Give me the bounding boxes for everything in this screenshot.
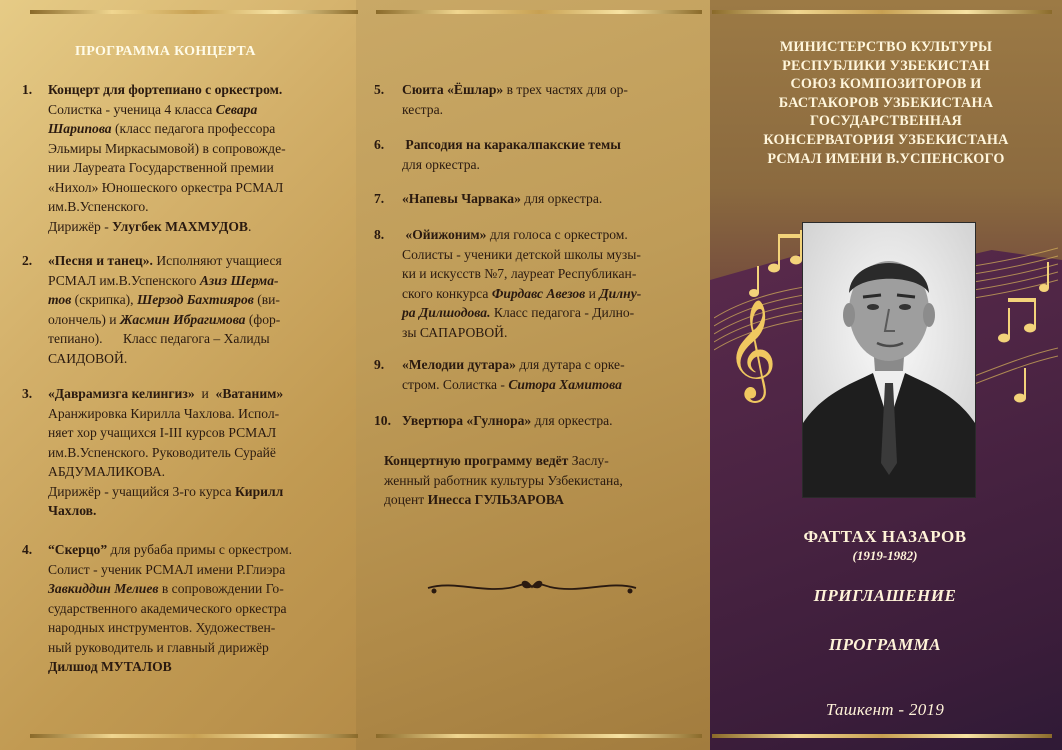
text-run: доцент	[384, 492, 428, 507]
composer-years: (1919-1982)	[852, 548, 918, 563]
text-run: Улугбек МАХМУДОВ	[112, 218, 248, 234]
text-run: Азиз Шерма-	[199, 272, 279, 288]
text-line	[48, 540, 338, 560]
text-line	[402, 189, 688, 209]
text-line	[384, 451, 688, 471]
top-gold-bar-left	[30, 10, 358, 14]
text-line	[48, 100, 338, 120]
text-line	[48, 657, 338, 677]
program-item-10	[402, 411, 688, 431]
text-line	[402, 155, 688, 175]
text-run: им.В.Успенского.	[48, 199, 149, 214]
text-line	[48, 462, 338, 482]
item-number: 9.	[374, 357, 385, 372]
bottom-gold-bar-left	[30, 734, 358, 738]
text-run: «Даврамизга келингиз»	[48, 386, 195, 401]
text-run: «Ойижоним»	[402, 227, 487, 242]
text-run: стром. Солистка -	[402, 376, 509, 392]
bottom-gold-bar-middle	[376, 734, 702, 738]
text-run: ского конкурса	[402, 285, 492, 301]
text-run: Фирдавс Авезов	[491, 285, 586, 301]
text-run: женный работник культуры Узбекистана,	[384, 472, 623, 488]
program-item-5	[402, 80, 688, 119]
text-line	[48, 178, 338, 198]
text-run: зы САПАРОВОЙ.	[402, 324, 508, 340]
text-run: Шерзод Бахтияров	[136, 292, 254, 307]
text-line	[402, 303, 688, 323]
city-year: Ташкент - 2019	[825, 700, 945, 719]
text-run: (класс педагога профессора	[111, 121, 276, 136]
ministry-line: КОНСЕРВАТОРИЯ УЗБЕКИСТАНА	[763, 131, 1009, 148]
program-item-7	[402, 189, 688, 209]
text-line	[402, 100, 688, 120]
program-item-9	[402, 355, 688, 394]
text-run: Инесса ГУЛЬЗАРОВА	[427, 492, 564, 507]
text-run: «Напевы Чарвака»	[402, 191, 521, 206]
program-item-3	[48, 384, 338, 521]
text-run: Севара	[215, 101, 258, 117]
text-line	[48, 290, 338, 310]
text-run: народных инструментов. Художествен-	[48, 620, 276, 635]
text-run: для оркестра.	[531, 413, 613, 428]
text-run: Дирижёр -	[48, 218, 113, 234]
text-line	[384, 471, 688, 491]
text-run: для дутара с орке-	[515, 357, 625, 372]
ministry-line: РЕСПУБЛИКИ УЗБЕКИСТАН	[782, 57, 990, 74]
text-run: Дирижёр - учащийся 3-го курса	[48, 483, 235, 499]
program-title: ПРОГРАММА КОНЦЕРТА	[75, 44, 256, 59]
text-line	[48, 423, 338, 443]
text-run: Кирилл	[234, 483, 284, 499]
text-run: (скрипка),	[71, 292, 137, 307]
text-run: ный руководитель и главный дирижёр	[48, 639, 269, 655]
text-run: ки и искусств №7, лауреат Республикан-	[402, 266, 637, 281]
program-item-6	[402, 135, 688, 174]
text-run: Солист - ученик РСМАЛ имени Р.Глиэра	[48, 561, 286, 577]
text-run: АБДУМАЛИКОВА.	[48, 464, 166, 479]
ministry-line: СОЮЗ КОМПОЗИТОРОВ И	[790, 76, 982, 93]
text-line	[48, 217, 338, 237]
text-run: Аранжировка Кирилла Чахлова. Испол-	[48, 405, 280, 421]
ministry-header	[727, 38, 1045, 168]
text-line	[48, 618, 338, 638]
program-item-2	[48, 251, 338, 368]
text-line	[48, 443, 338, 463]
text-run: «Ватаним»	[215, 386, 284, 401]
text-run: для рубаба примы с оркестром.	[107, 542, 293, 557]
text-run: для оркестра.	[520, 191, 603, 206]
text-run: “Скерцо”	[48, 542, 108, 557]
bottom-gold-bar-right	[712, 734, 1052, 738]
text-run: для голоса с оркестром.	[486, 227, 628, 242]
text-run: «Мелодии дутара»	[402, 357, 516, 372]
text-line	[48, 404, 338, 424]
text-line	[48, 482, 338, 502]
item-number: 7.	[374, 191, 385, 206]
text-line	[48, 197, 338, 217]
item-number: 2.	[22, 253, 33, 268]
text-line	[402, 245, 688, 265]
host-info	[384, 451, 688, 510]
svg-text:𝄞: 𝄞	[726, 299, 777, 399]
text-run: Класс педагога - Дилно-	[490, 305, 635, 320]
text-run: и	[585, 285, 600, 301]
text-line	[48, 310, 338, 330]
composer-portrait-photo	[802, 222, 976, 498]
top-gold-bar-middle	[376, 10, 702, 14]
text-line	[48, 119, 338, 139]
invitation-title: ПРИГЛАШЕНИЕ	[813, 586, 957, 605]
text-run: «Песня и танец».	[48, 253, 153, 268]
ornament-flourish-icon	[424, 572, 640, 602]
text-run: Исполняют учащиеся	[152, 253, 282, 268]
text-line	[48, 349, 338, 369]
text-run: САИДОВОЙ.	[48, 350, 128, 366]
text-line	[402, 411, 688, 431]
text-run: Ситора Хамитова	[508, 376, 622, 392]
text-line	[48, 579, 338, 599]
text-run: Увертюра «Гулнора»	[402, 413, 532, 428]
ministry-line: МИНИСТЕРСТВО КУЛЬТУРЫ	[779, 39, 993, 55]
text-run: няет хор учащихся I-III курсов РСМАЛ	[48, 425, 277, 440]
text-run: Завкиддин Мелиев	[48, 581, 159, 596]
text-run: им.В.Успенского. Руководитель Сурайё	[48, 444, 276, 460]
text-line	[48, 80, 338, 100]
text-run: нии Лауреата Государственной премии	[48, 160, 274, 175]
text-run: олончель) и	[48, 311, 120, 327]
text-run: и	[194, 386, 216, 401]
text-run: Солистка - ученица 4 класса	[48, 101, 216, 117]
text-run: (фор-	[245, 311, 281, 327]
program-item-4	[48, 540, 338, 677]
text-line	[48, 599, 338, 619]
text-run: Эльмиры Миркасымовой) в сопровожде-	[48, 140, 286, 156]
text-run: Концертную программу ведёт	[384, 453, 569, 468]
text-run: сударственного академического оркестра	[48, 600, 287, 616]
item-number: 8.	[374, 227, 385, 242]
item-number: 5.	[374, 82, 385, 97]
program-item-8	[402, 225, 688, 342]
text-run: в трех частях для ор-	[503, 82, 628, 97]
text-line	[402, 323, 688, 343]
text-run: РСМАЛ им.В.Успенского	[48, 272, 200, 288]
text-run: .	[247, 218, 252, 234]
text-run: Сюита «Ёшлар»	[402, 82, 504, 97]
text-line	[48, 251, 338, 271]
ministry-line: ГОСУДАРСТВЕННАЯ	[810, 113, 962, 130]
top-gold-bar-right	[712, 10, 1052, 14]
text-run: кестра.	[402, 101, 444, 117]
composer-name: ФАТТАХ НАЗАРОВ	[803, 527, 967, 546]
ministry-line: РСМАЛ ИМЕНИ В.УСПЕНСКОГО	[767, 150, 1005, 167]
text-run: в сопровождении Го-	[158, 581, 284, 596]
text-line	[402, 264, 688, 284]
text-run: Заслу-	[568, 453, 609, 468]
text-line	[402, 355, 688, 375]
text-line	[48, 384, 338, 404]
item-number: 6.	[374, 137, 385, 152]
text-run: тепиано). Класс педагога – Халиды	[48, 331, 270, 346]
text-line	[402, 375, 688, 395]
text-run: Жасмин Ибрагимова	[119, 311, 246, 327]
program-label: ПРОГРАММА	[828, 635, 942, 654]
item-number: 1.	[22, 82, 33, 97]
text-line	[48, 271, 338, 291]
text-line	[402, 284, 688, 304]
text-run: Солисты - ученики детской школы музы-	[402, 246, 641, 262]
text-line	[384, 490, 688, 510]
item-number: 3.	[22, 386, 33, 401]
text-run: Чахлов.	[48, 503, 97, 518]
text-line	[402, 135, 688, 155]
text-line	[48, 560, 338, 580]
item-number: 4.	[22, 542, 33, 557]
text-run: (ви-	[253, 292, 280, 307]
text-line	[48, 139, 338, 159]
item-number: 10.	[374, 413, 391, 428]
text-line	[402, 80, 688, 100]
text-run: Дилшод МУТАЛОВ	[48, 659, 172, 674]
text-line	[48, 329, 338, 349]
text-run: тов	[48, 292, 72, 307]
text-line	[48, 638, 338, 658]
text-run: «Нихол» Юношеского оркестра РСМАЛ	[48, 179, 284, 195]
text-run: Рапсодия на каракалпакские темы	[402, 137, 621, 152]
text-run: Концерт для фортепиано с оркестром.	[48, 82, 283, 97]
program-item-1	[48, 80, 338, 236]
text-run: для оркестра.	[402, 156, 480, 172]
text-run: Шарипова	[48, 121, 112, 136]
text-line	[48, 501, 338, 521]
text-run: Дилну-	[599, 285, 642, 301]
text-line	[402, 225, 688, 245]
text-run: ра Дилшодова.	[402, 305, 491, 320]
text-line	[48, 158, 338, 178]
ministry-line: БАСТАКОРОВ УЗБЕКИСТАНА	[778, 94, 994, 111]
